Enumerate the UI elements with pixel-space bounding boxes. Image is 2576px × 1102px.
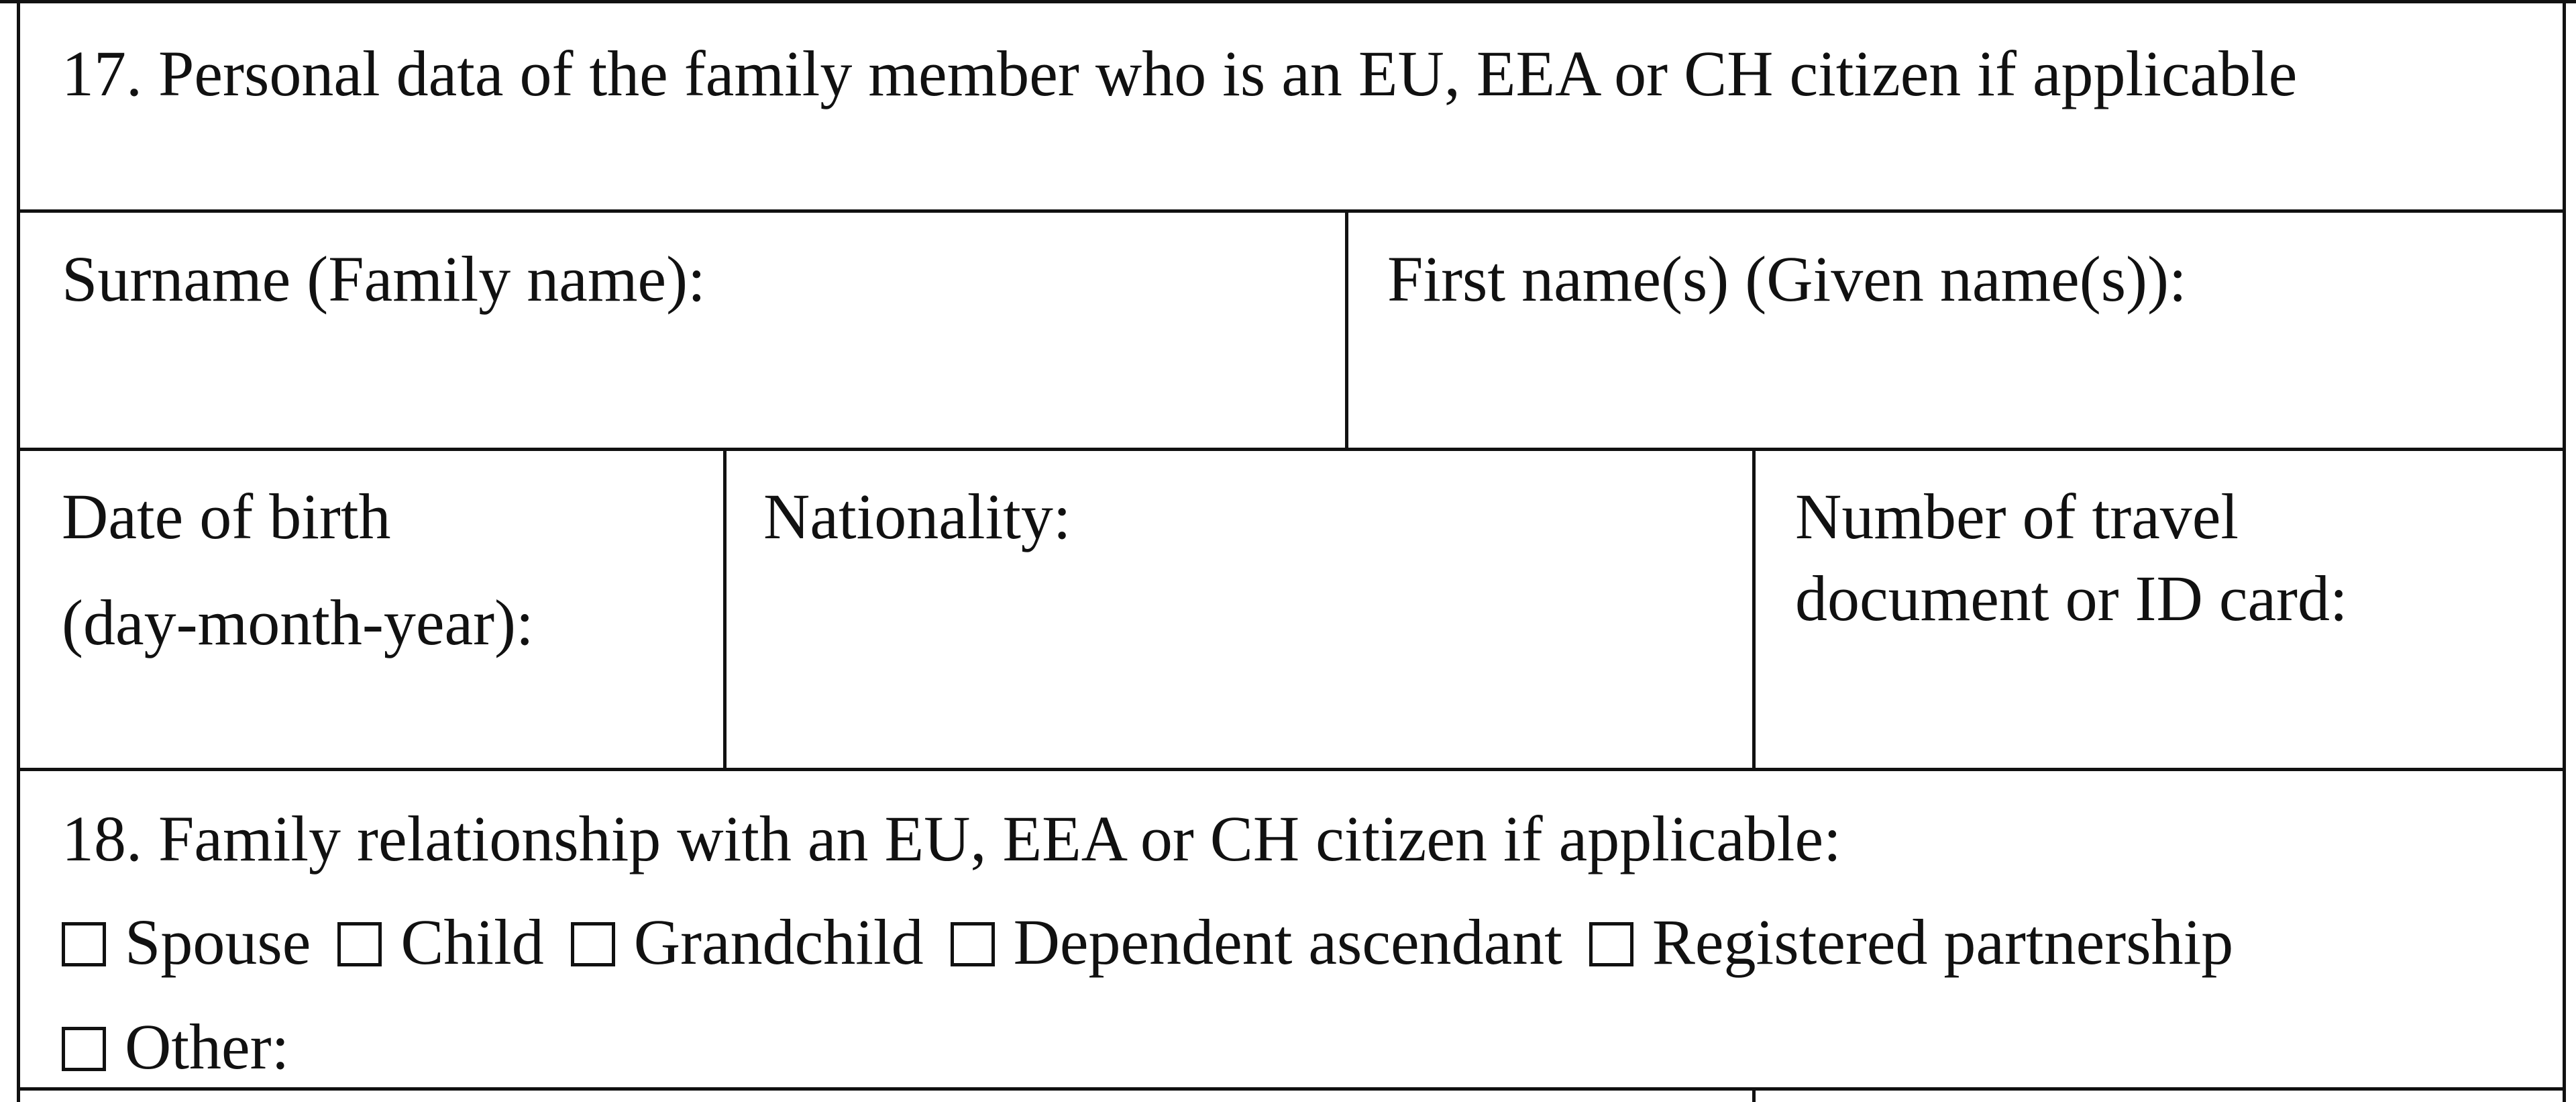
checkbox-other[interactable]: [62, 1027, 106, 1071]
row-divider-2: [17, 448, 2566, 451]
relationship-options-row-2: [62, 1011, 316, 1083]
dob-field-label-line2: (day-month-year):: [62, 587, 534, 658]
option-registered-partnership-label: Registered partnership: [1652, 906, 2234, 978]
section-18-title: 18. Family relationship with an EU, EEA or CH citizen if applicable:: [62, 803, 1841, 874]
dob-field-label-line1: Date of birth: [62, 481, 391, 552]
bottom-column-divider: [1752, 1087, 1756, 1102]
checkbox-dependent-ascendant[interactable]: [951, 922, 995, 966]
option-child[interactable]: [337, 906, 544, 978]
name-column-divider: [1345, 209, 1348, 451]
option-grandchild[interactable]: [571, 906, 924, 978]
top-border: [0, 0, 2576, 3]
relationship-options-row-1: [62, 906, 2234, 978]
option-registered-partnership[interactable]: [1589, 906, 2234, 978]
checkbox-grandchild[interactable]: [571, 922, 615, 966]
option-child-label: Child: [400, 906, 544, 978]
surname-field-label: Surname (Family name):: [62, 243, 706, 315]
option-dependent-ascendant-label: Dependent ascendant: [1013, 906, 1562, 978]
row-divider-3: [17, 768, 2566, 771]
option-dependent-ascendant[interactable]: [951, 906, 1562, 978]
nationality-column-divider: [1752, 448, 1756, 771]
left-border: [17, 0, 20, 1102]
section-17-title: 17. Personal data of the family member who is an EU, EEA or CH citizen if applicable: [62, 38, 2298, 109]
option-grandchild-label: Grandchild: [633, 906, 924, 978]
nationality-field-label: Nationality:: [763, 481, 1071, 552]
doc-number-field-label-line1: Number of travel: [1795, 481, 2239, 552]
right-border: [2563, 0, 2566, 1102]
checkbox-registered-partnership[interactable]: [1589, 922, 1633, 966]
row-divider-4: [17, 1087, 2566, 1091]
checkbox-child[interactable]: [337, 922, 382, 966]
checkbox-spouse[interactable]: [62, 922, 106, 966]
option-spouse-label: Spouse: [125, 906, 311, 978]
row-divider-1: [17, 209, 2566, 213]
option-spouse[interactable]: [62, 906, 311, 978]
doc-number-field-label-line2: document or ID card:: [1795, 562, 2348, 634]
option-other[interactable]: [62, 1011, 290, 1083]
first-name-field-label: First name(s) (Given name(s)):: [1387, 243, 2187, 315]
option-other-label: Other:: [125, 1011, 290, 1083]
dob-column-divider: [723, 448, 727, 771]
